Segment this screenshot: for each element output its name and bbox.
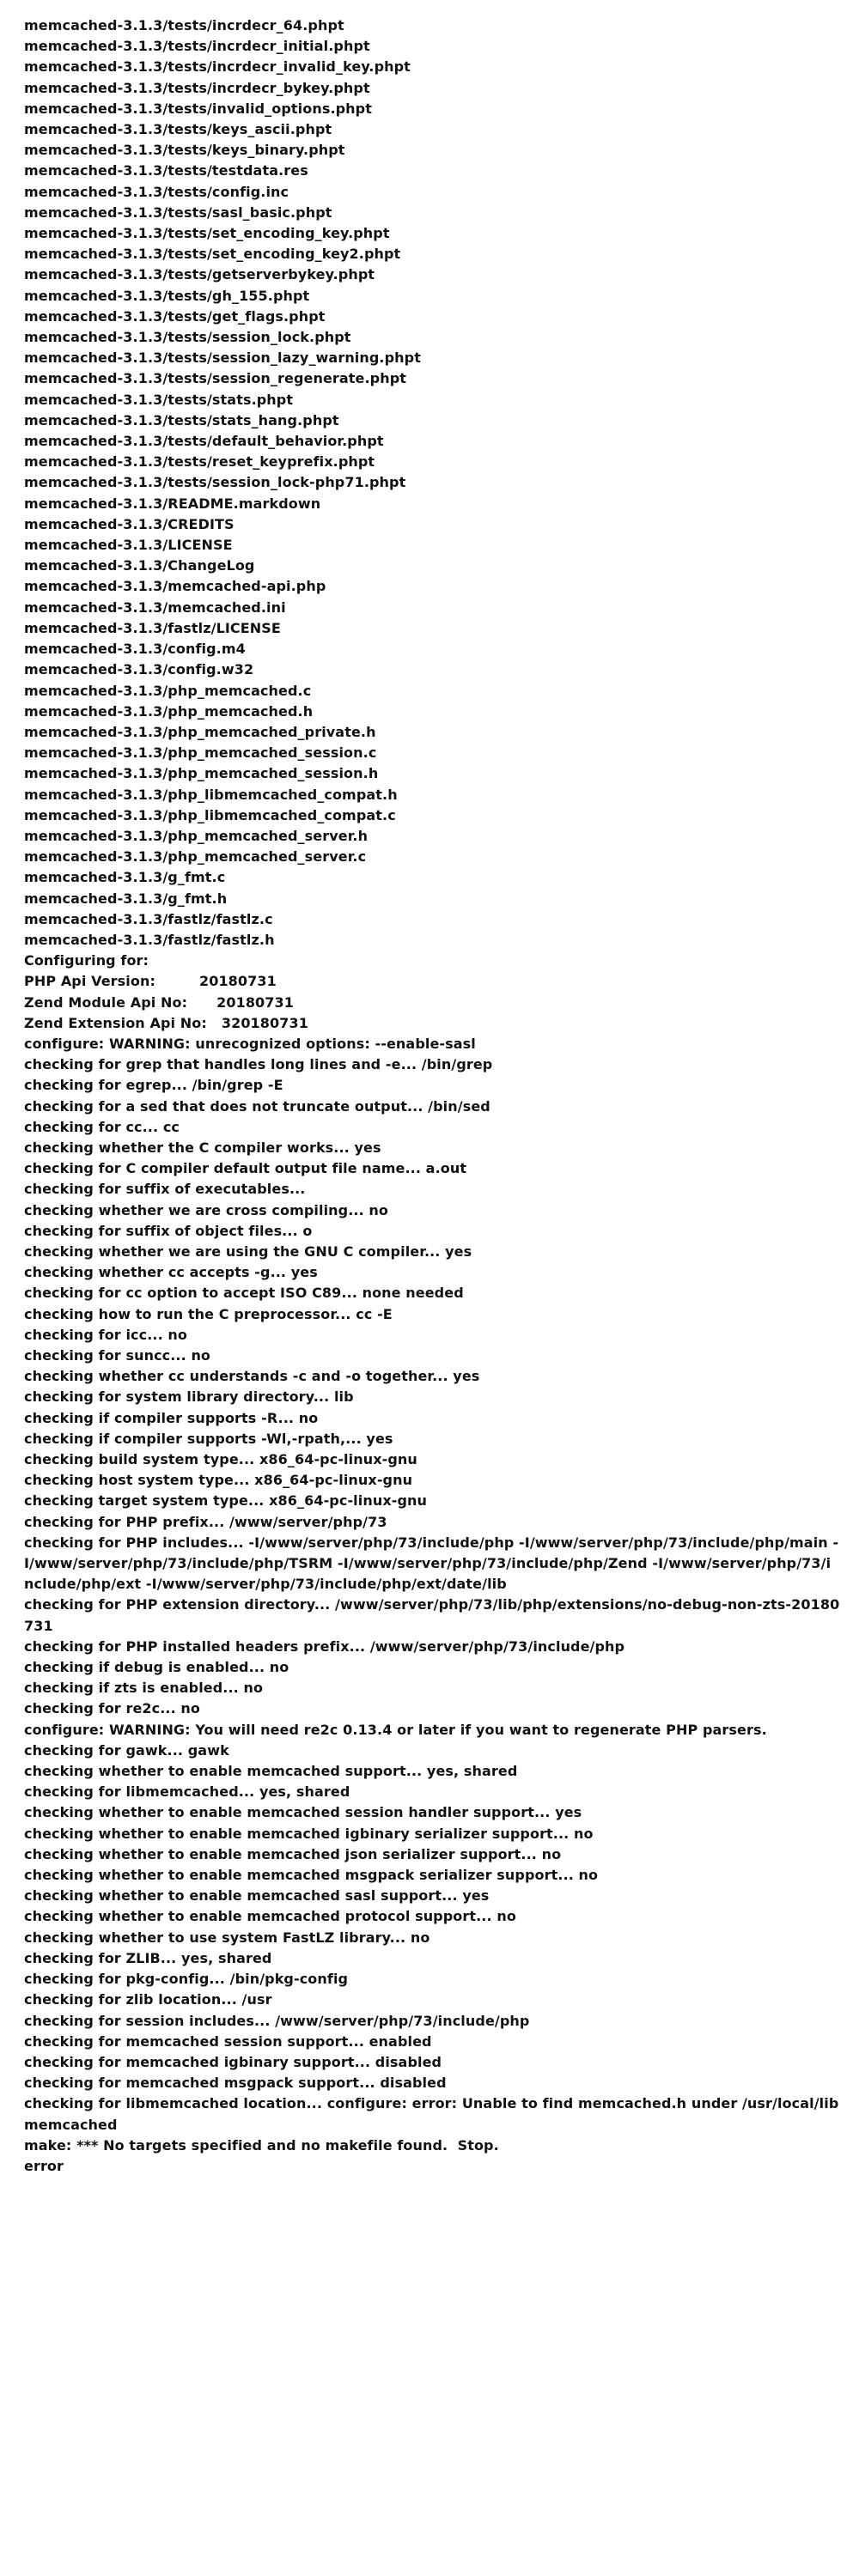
terminal-line: memcached-3.1.3/php_memcached.h: [24, 702, 314, 720]
terminal-line: memcached-3.1.3/g_fmt.c: [24, 869, 226, 886]
terminal-line: checking whether we are cross compiling... no: [24, 1201, 389, 1218]
terminal-line: checking how to run the C preprocessor... cc -E: [24, 1305, 393, 1322]
terminal-line: memcached-3.1.3/php_memcached_server.c: [24, 848, 367, 866]
terminal-line: checking whether cc accepts -g... yes: [24, 1264, 318, 1281]
terminal-line: memcached-3.1.3/php_libmemcached_compat.h: [24, 786, 398, 803]
terminal-line: checking if compiler supports -Wl,-rpath,... yes: [24, 1430, 393, 1447]
terminal-line: checking for suncc... no: [24, 1347, 211, 1364]
terminal-line: checking whether we are using the GNU C compiler... yes: [24, 1242, 472, 1260]
terminal-line: memcached-3.1.3/CREDITS: [24, 515, 235, 532]
terminal-line: memcached-3.1.3/tests/gh_155.phpt: [24, 287, 310, 304]
terminal-line: memcached-3.1.3/tests/keys_ascii.phpt: [24, 121, 332, 138]
terminal-line: checking if compiler supports -R... no: [24, 1409, 319, 1426]
terminal-line: PHP Api Version: 20180731: [24, 973, 277, 990]
terminal-line: checking for memcached msgpack support... disabled: [24, 2075, 447, 2092]
terminal-line: Zend Module Api No: 20180731: [24, 993, 294, 1011]
terminal-line: error: [24, 2157, 64, 2174]
terminal-line: checking for memcached igbinary support... disabled: [24, 2053, 442, 2070]
terminal-line: checking for a sed that does not truncate output... /bin/sed: [24, 1097, 490, 1115]
terminal-line: memcached-3.1.3/LICENSE: [24, 537, 233, 554]
terminal-line: checking for suffix of object files... o: [24, 1222, 313, 1239]
terminal-line: checking for gawk... gawk: [24, 1741, 229, 1759]
terminal-line: configure: WARNING: You will need re2c 0.13.4 or later if you want to regenerate PHP parsers.: [24, 1721, 767, 1738]
terminal-line: memcached-3.1.3/tests/incrdecr_initial.phpt: [24, 38, 370, 55]
terminal-line: checking for ZLIB... yes, shared: [24, 1949, 272, 1966]
terminal-line: memcached-3.1.3/config.m4: [24, 641, 246, 658]
terminal-line: checking for icc... no: [24, 1326, 188, 1343]
terminal-line: memcached-3.1.3/fastlz/fastlz.h: [24, 931, 275, 948]
terminal-line: memcached-3.1.3/config.w32: [24, 661, 254, 678]
terminal-line: memcached-3.1.3/tests/config.inc: [24, 183, 289, 200]
terminal-line: memcached-3.1.3/memcached.ini: [24, 598, 286, 616]
terminal-line: checking whether to enable memcached session handler support... yes: [24, 1804, 582, 1821]
terminal-line: checking for PHP installed headers prefix... /www/server/php/73/include/php: [24, 1637, 625, 1655]
terminal-line: memcached-3.1.3/fastlz/fastlz.c: [24, 910, 273, 927]
terminal-line: memcached-3.1.3/tests/incrdecr_invalid_key.phpt: [24, 58, 411, 76]
terminal-line: memcached-3.1.3/tests/testdata.res: [24, 162, 308, 179]
terminal-line: memcached-3.1.3/tests/reset_keyprefix.phpt: [24, 453, 375, 471]
terminal-line: checking whether to enable memcached json serializer support... no: [24, 1845, 562, 1862]
terminal-line: memcached-3.1.3/ChangeLog: [24, 557, 255, 574]
terminal-line: Configuring for:: [24, 952, 149, 969]
terminal-line: memcached-3.1.3/tests/get_flags.phpt: [24, 307, 326, 325]
terminal-line: memcached-3.1.3/php_memcached_session.h: [24, 765, 379, 782]
terminal-output: [24, 15, 840, 2177]
terminal-line: memcached-3.1.3/tests/session_regenerate.phpt: [24, 370, 407, 387]
terminal-line: memcached-3.1.3/php_memcached.c: [24, 682, 312, 699]
terminal-line: checking whether cc understands -c and -o together... yes: [24, 1368, 480, 1385]
terminal-line: Zend Extension Api No: 320180731: [24, 1014, 308, 1031]
terminal-line: checking build system type... x86_64-pc-linux-gnu: [24, 1451, 417, 1468]
terminal-line: memcached-3.1.3/tests/incrdecr_bykey.phpt: [24, 79, 370, 96]
terminal-line: checking for PHP prefix... /www/server/php/73: [24, 1513, 387, 1530]
terminal-line: checking if debug is enabled... no: [24, 1659, 289, 1676]
terminal-line: memcached-3.1.3/tests/invalid_options.phpt: [24, 100, 372, 117]
terminal-line: memcached-3.1.3/tests/session_lock.phpt: [24, 329, 351, 346]
terminal-line: checking whether to use system FastLZ library... no: [24, 1929, 430, 1946]
terminal-line: checking whether to enable memcached igbinary serializer support... no: [24, 1825, 594, 1842]
terminal-line: configure: WARNING: unrecognized options: --enable-sasl: [24, 1035, 476, 1052]
terminal-line: checking for grep that handles long lines and -e... /bin/grep: [24, 1056, 493, 1073]
terminal-line: memcached-3.1.3/tests/keys_binary.phpt: [24, 142, 345, 159]
terminal-line: checking for memcached session support... enabled: [24, 2032, 432, 2050]
terminal-line: memcached-3.1.3/tests/stats.phpt: [24, 391, 294, 408]
terminal-line: checking whether to enable memcached protocol support... no: [24, 1908, 516, 1925]
terminal-line: memcached-3.1.3/php_memcached_session.c: [24, 744, 377, 762]
terminal-line: memcached-3.1.3/memcached-api.php: [24, 578, 326, 595]
terminal-line: make: *** No targets specified and no makefile found. Stop.: [24, 2136, 499, 2154]
terminal-line: checking whether to enable memcached msgpack serializer support... no: [24, 1867, 599, 1884]
terminal-line: checking for zlib location... /usr: [24, 1991, 272, 2008]
terminal-line: checking host system type... x86_64-pc-linux-gnu: [24, 1472, 413, 1489]
terminal-line: checking for system library directory... lib: [24, 1388, 354, 1406]
terminal-line: memcached-3.1.3/tests/default_behavior.phpt: [24, 433, 384, 450]
terminal-line: memcached-3.1.3/g_fmt.h: [24, 890, 228, 907]
terminal-line: memcached-3.1.3/tests/stats_hang.phpt: [24, 411, 339, 428]
terminal-line: checking whether to enable memcached support... yes, shared: [24, 1763, 518, 1780]
terminal-line: checking for cc... cc: [24, 1118, 180, 1135]
terminal-line: memcached-3.1.3/fastlz/LICENSE: [24, 619, 281, 636]
terminal-line: checking for C compiler default output file name... a.out: [24, 1160, 467, 1177]
terminal-line: checking for session includes... /www/server/php/73/include/php: [24, 2012, 530, 2029]
terminal-line: memcached-3.1.3/tests/session_lock-php71.phpt: [24, 474, 406, 491]
terminal-line: checking for re2c... no: [24, 1700, 201, 1717]
terminal-line: memcached-3.1.3/php_memcached_server.h: [24, 827, 369, 844]
terminal-line: memcached-3.1.3/php_memcached_private.h: [24, 723, 376, 740]
terminal-line: checking for libmemcached... yes, shared: [24, 1783, 350, 1801]
terminal-line: memcached-3.1.3/tests/incrdecr_64.phpt: [24, 17, 344, 33]
terminal-line: checking whether to enable memcached sasl support... yes: [24, 1887, 490, 1905]
terminal-line: checking whether the C compiler works... yes: [24, 1139, 381, 1156]
terminal-line: checking for PHP includes... -I/www/server/php/73/include/php -I/www/server/php/73/include/php/main -I/www/server/php/73/include/php/TSRM -I/www/server/php/73/include/php/Zend -I/www/server/php/73/include/php/ext -I/www/server/php/73/include/php/ext/date/lib: [24, 1534, 839, 1593]
terminal-line: checking for egrep... /bin/grep -E: [24, 1077, 283, 1094]
terminal-line: memcached-3.1.3/php_libmemcached_compat.c: [24, 806, 396, 823]
terminal-line: checking if zts is enabled... no: [24, 1680, 264, 1697]
terminal-line: memcached-3.1.3/README.markdown: [24, 495, 321, 512]
terminal-line: memcached-3.1.3/tests/session_lazy_warning.phpt: [24, 349, 421, 367]
terminal-line: checking for PHP extension directory... /www/server/php/73/lib/php/extensions/no-debug-non-zts-20180731: [24, 1596, 840, 1634]
terminal-line: checking for suffix of executables...: [24, 1181, 306, 1198]
terminal-line: checking for libmemcached location... configure: error: Unable to find memcached.h under /usr/local/libmemcached: [24, 2095, 839, 2133]
terminal-line: memcached-3.1.3/tests/getserverbykey.phpt: [24, 266, 375, 283]
terminal-line: memcached-3.1.3/tests/set_encoding_key.phpt: [24, 225, 390, 242]
terminal-line: memcached-3.1.3/tests/set_encoding_key2.phpt: [24, 246, 401, 263]
terminal-line: checking for pkg-config... /bin/pkg-config: [24, 1971, 349, 1988]
terminal-line: checking target system type... x86_64-pc-linux-gnu: [24, 1492, 428, 1510]
terminal-line: checking for cc option to accept ISO C89... none needed: [24, 1285, 464, 1302]
terminal-line: memcached-3.1.3/tests/sasl_basic.phpt: [24, 204, 332, 221]
